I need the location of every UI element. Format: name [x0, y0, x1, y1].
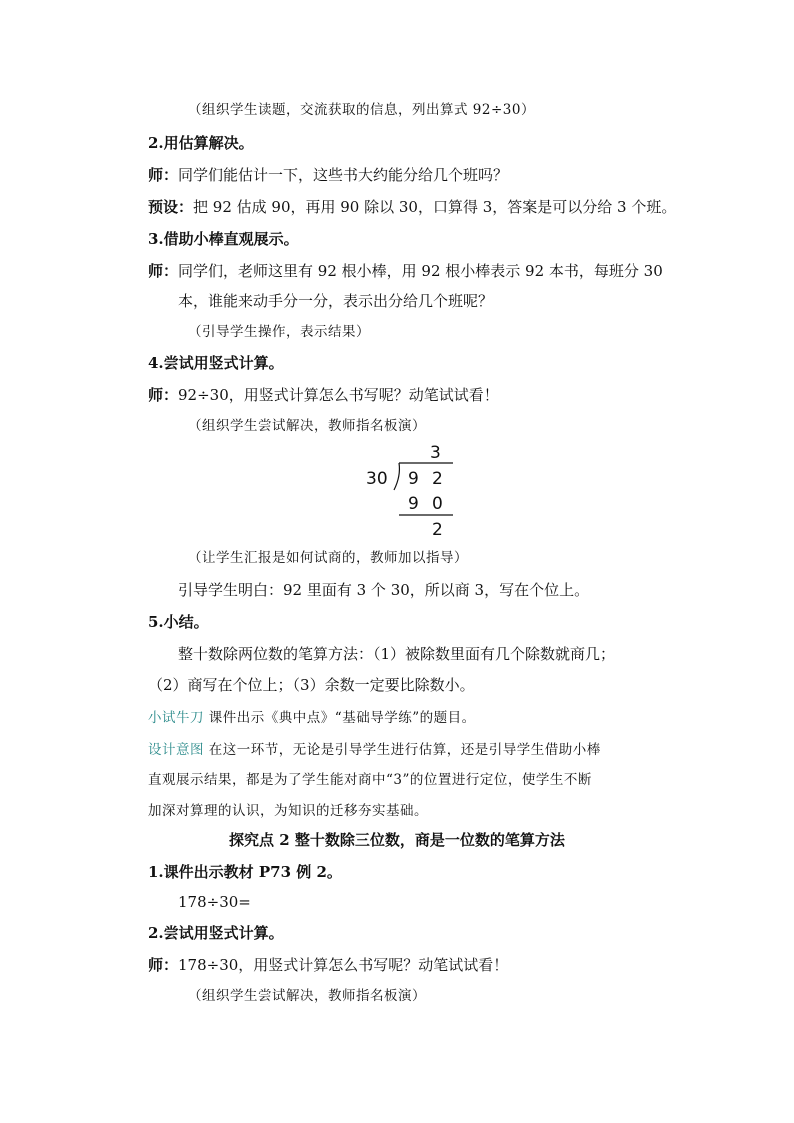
- teacher-line-estimate: [148, 165, 508, 185]
- guide-understand-line: 引导学生明白：92 里面有 3 个 30，所以商 3，写在个位上。: [178, 581, 590, 599]
- preset-label: 预设：: [148, 198, 194, 216]
- practice-line: [148, 707, 476, 728]
- design-intent-line-1: [148, 739, 601, 760]
- speaker-label: 师：: [148, 386, 179, 404]
- design-intent-label: 设计意图: [148, 742, 204, 758]
- step-4-heading: 4.尝试用竖式计算。: [148, 354, 284, 372]
- teacher-line-sticks-cont: 本，谁能来动手分一分，表示出分给几个班呢？: [178, 292, 494, 310]
- speaker-label: 师：: [148, 956, 179, 974]
- product-ones: 0: [432, 494, 443, 514]
- design-intent-text: 在这一环节，无论是引导学生进行估算，还是引导学生借助小棒: [204, 742, 601, 758]
- long-division: [360, 440, 470, 544]
- practice-label: 小试牛刀: [148, 710, 204, 726]
- teacher-line-vertical-b: [148, 955, 508, 975]
- step-2-heading: 2.用估算解决。: [148, 134, 254, 152]
- note-read-problem: （组织学生读题，交流获取的信息，列出算式 92÷30）: [188, 102, 535, 118]
- speaker-label: 师：: [148, 166, 179, 184]
- summary-line-1: 整十数除两位数的笔算方法：（1）被除数里面有几个除数就商几；: [178, 645, 616, 663]
- note-try-solve-b: （组织学生尝试解决，教师指名板演）: [188, 988, 426, 1004]
- speech-text: 92÷30，用竖式计算怎么书写呢？动笔试试看！: [178, 386, 499, 404]
- step-5-heading: 5.小结。: [148, 613, 209, 631]
- speaker-label: 师：: [148, 262, 179, 280]
- step-2-heading-b: 2.尝试用竖式计算。: [148, 924, 284, 942]
- teacher-line-sticks: [148, 261, 663, 281]
- speech-text: 178÷30，用竖式计算怎么书写呢？动笔试试看！: [178, 956, 509, 974]
- preset-text: 把 92 估成 90，再用 90 除以 30，口算得 3，答案是可以分给 3 个班。: [193, 198, 677, 216]
- quotient-digit: 3: [430, 443, 441, 463]
- note-guide-operation: （引导学生操作，表示结果）: [188, 324, 370, 340]
- note-try-solve: （组织学生尝试解决，教师指名板演）: [188, 418, 426, 434]
- division-bracket: [360, 440, 470, 544]
- summary-line-2: （2）商写在个位上；（3）余数一定要比除数小。: [148, 676, 475, 694]
- preset-answer-line: [148, 197, 676, 217]
- dividend-ones: 2: [432, 469, 443, 489]
- design-intent-line-3: 加深对算理的认识，为知识的迁移夯实基础。: [148, 803, 428, 819]
- teacher-line-vertical: [148, 385, 499, 405]
- example-expression: 178÷30=: [178, 893, 251, 911]
- practice-text: 课件出示《典中点》“基础导学练”的题目。: [204, 710, 476, 726]
- step-1-heading: 1.课件出示教材 P73 例 2。: [148, 863, 342, 881]
- section-heading-explore-2: 探究点 2 整十数除三位数，商是一位数的笔算方法: [229, 831, 565, 849]
- design-intent-line-2: 直观展示结果，都是为了学生能对商中“3”的位置进行定位，使学生不断: [148, 772, 592, 788]
- remainder-digit: 2: [432, 520, 443, 540]
- dividend-tens: 9: [408, 469, 419, 489]
- speech-text: 同学们，老师这里有 92 根小棒，用 92 根小棒表示 92 本书，每班分 30: [178, 262, 663, 280]
- step-3-heading: 3.借助小棒直观展示。: [148, 230, 299, 248]
- speech-text: 同学们能估计一下，这些书大约能分给几个班吗？: [178, 166, 509, 184]
- divisor: 30: [366, 469, 388, 489]
- product-tens: 9: [408, 494, 419, 514]
- note-report-trial: （让学生汇报是如何试商的，教师加以指导）: [188, 550, 468, 566]
